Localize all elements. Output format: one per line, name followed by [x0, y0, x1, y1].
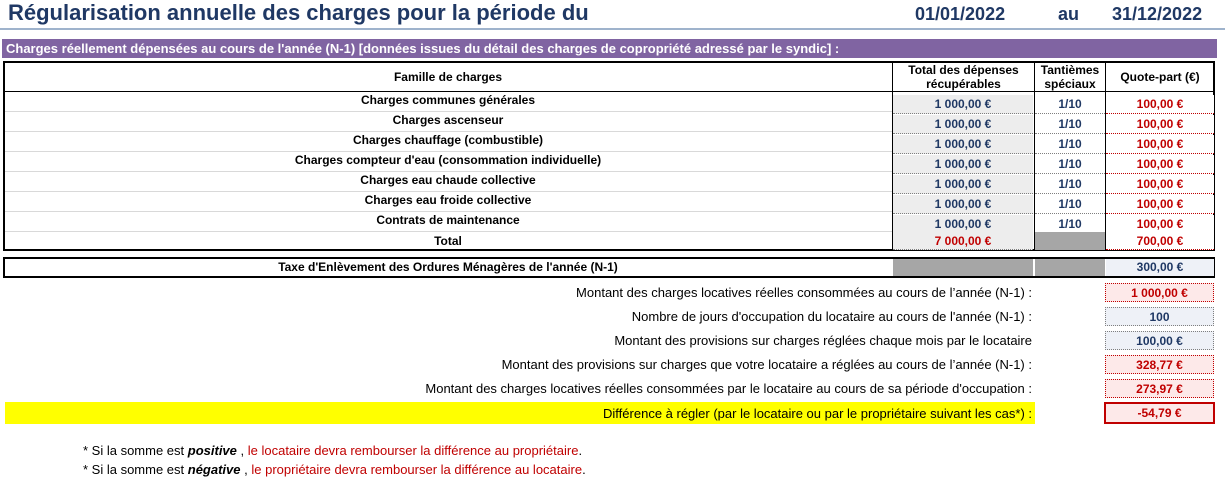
note-text: le locataire devra rembourser la différence au propriétaire	[247, 443, 579, 458]
note-negative	[83, 462, 586, 477]
row-label: Charges chauffage (combustible)	[352, 133, 544, 147]
row-tantiemes[interactable]: 1/10	[1035, 135, 1105, 154]
row-separator	[5, 211, 892, 212]
note-end: .	[582, 462, 586, 477]
row-tantiemes[interactable]: 1/10	[1035, 95, 1105, 114]
summary-label: Montant des provisions sur charges réglées chaque mois par le locataire	[614, 333, 1032, 348]
difference-label: Différence à régler (par le locataire ou par le propriétaire suivant les cas*) :	[603, 406, 1032, 421]
header-total-l1: Total des dépenses	[908, 63, 1019, 77]
note-prefix: * Si la somme est	[83, 443, 188, 458]
summary-value: 273,97 €	[1105, 379, 1214, 398]
header-quote-part: Quote-part (€)	[1120, 70, 1200, 84]
note-prefix: * Si la somme est	[83, 462, 188, 477]
row-tantiemes[interactable]: 1/10	[1035, 155, 1105, 174]
row-quote-part: 100,00 €	[1106, 155, 1214, 174]
note-positive	[83, 443, 582, 458]
row-total-depenses[interactable]: 1 000,00 €	[893, 135, 1033, 154]
row-total-depenses[interactable]: 1 000,00 €	[893, 95, 1033, 114]
row-tantiemes[interactable]: 1/10	[1035, 215, 1105, 234]
header-tantiemes-l1: Tantièmes	[1040, 63, 1100, 77]
header-famille: Famille de charges	[393, 70, 503, 84]
row-quote-part: 100,00 €	[1106, 175, 1214, 194]
summary-value[interactable]: 100,00 €	[1105, 331, 1214, 350]
header-total-l2: récupérables	[926, 77, 1001, 91]
header-divider	[3, 91, 1215, 92]
row-tantiemes[interactable]: 1/10	[1035, 115, 1105, 134]
row-total-depenses[interactable]: 1 000,00 €	[893, 215, 1033, 234]
difference-value: -54,79 €	[1104, 402, 1215, 424]
period-start-date[interactable]: 01/01/2022	[915, 4, 1006, 24]
note-end: .	[578, 443, 583, 458]
row-total-depenses[interactable]: 1 000,00 €	[893, 155, 1033, 174]
note-sep: ,	[236, 443, 248, 458]
period-end-date[interactable]: 31/12/2022	[1112, 4, 1203, 24]
teom-grey-cell	[1035, 259, 1105, 276]
row-separator	[5, 131, 892, 132]
total-depenses: 7 000,00 €	[893, 233, 1033, 250]
page-title: Régularisation annuelle des charges pour la période du	[8, 0, 589, 25]
total-quote-part: 700,00 €	[1106, 233, 1214, 250]
header-tantiemes-l2: spéciaux	[1044, 77, 1096, 91]
summary-label: Montant des charges locatives réelles consommées au cours de l’année (N-1) :	[576, 285, 1032, 300]
row-label: Charges compteur d'eau (consommation individuelle)	[294, 153, 602, 167]
note-emph: positive	[187, 443, 237, 458]
row-label: Charges ascenseur	[392, 113, 504, 127]
row-separator	[5, 191, 892, 192]
row-total-depenses[interactable]: 1 000,00 €	[893, 195, 1033, 214]
row-label: Charges eau froide collective	[364, 193, 532, 207]
note-sep: ,	[240, 462, 252, 477]
summary-label: Montant des provisions sur charges que votre locataire a réglées au cours de l’année (N-1) :	[501, 357, 1032, 372]
row-separator	[5, 231, 892, 232]
summary-label: Montant des charges locatives réelles consommées par le locataire au cours de sa période d'occupation :	[425, 381, 1032, 396]
row-quote-part: 100,00 €	[1106, 215, 1214, 234]
row-separator	[5, 111, 892, 112]
row-quote-part: 100,00 €	[1106, 95, 1214, 114]
row-tantiemes[interactable]: 1/10	[1035, 195, 1105, 214]
note-text: le propriétaire devra rembourser la différence au locataire	[251, 462, 583, 477]
teom-value[interactable]: 300,00 €	[1106, 259, 1214, 276]
period-separator: au	[1058, 4, 1080, 24]
teom-grey-cell	[893, 259, 1033, 276]
section-banner: Charges réellement dépensées au cours de l'année (N-1) [données issues du détail des charges de copropriété adressé par le syndic] :	[2, 39, 1217, 58]
row-quote-part: 100,00 €	[1106, 195, 1214, 214]
row-separator	[5, 171, 892, 172]
row-tantiemes[interactable]: 1/10	[1035, 175, 1105, 194]
note-emph: négative	[187, 462, 241, 477]
teom-label: Taxe d'Enlèvement des Ordures Ménagères de l'année (N-1)	[278, 260, 618, 274]
total-tantiemes-empty	[1035, 232, 1105, 250]
row-label: Charges communes générales	[360, 93, 536, 107]
row-label: Contrats de maintenance	[376, 213, 520, 227]
row-total-depenses[interactable]: 1 000,00 €	[893, 175, 1033, 194]
row-separator	[5, 151, 892, 152]
summary-value[interactable]: 100	[1105, 307, 1214, 326]
row-total-depenses[interactable]: 1 000,00 €	[893, 115, 1033, 134]
row-quote-part: 100,00 €	[1106, 135, 1214, 154]
summary-label: Nombre de jours d'occupation du locataire au cours de l'année (N-1) :	[631, 309, 1032, 324]
summary-value: 328,77 €	[1105, 355, 1214, 374]
row-label: Charges eau chaude collective	[360, 173, 536, 187]
row-quote-part: 100,00 €	[1106, 115, 1214, 134]
total-label: Total	[434, 234, 462, 248]
title-underline	[0, 28, 1225, 30]
summary-value: 1 000,00 €	[1105, 283, 1214, 302]
